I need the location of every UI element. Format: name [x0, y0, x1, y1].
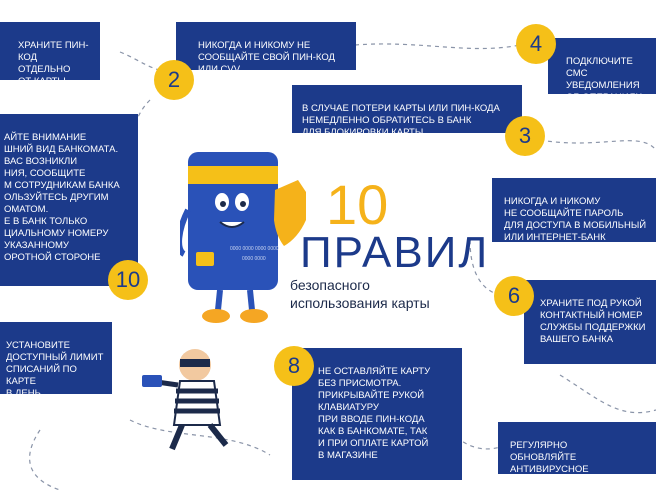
rule-4-box — [548, 38, 656, 115]
rule-1-text: ХРАНИТЕ ПИН- КОД ОТДЕЛЬНО ОТ КАРТЫ — [18, 40, 89, 87]
rule-7-text: РЕГУЛЯРНО ОБНОВЛЯЙТЕ АНТИВИРУСНОЕ ПРОГРАММНОЕ ОБЕСПЕЧЕНИЕ — [510, 440, 589, 499]
number-3-badge: 3 — [505, 116, 545, 156]
rule-3-box — [292, 85, 522, 138]
rule-8-text: НЕ ОСТАВЛЯЙТЕ КАРТУ БЕЗ ПРИСМОТРА. ПРИКРЫВАЙТЕ РУКОЙ КЛАВИАТУРУ ПРИ ВВОДЕ ПИН-КОДА КАК В БАНКОМАТЕ, ТАК И ПРИ ОПЛАТЕ КАРТОЙ В МАГАЗИНЕ — [318, 366, 431, 461]
number-6-badge: 6 — [494, 276, 534, 316]
number-4-badge: 4 — [516, 24, 556, 64]
title-number: 10 — [326, 173, 389, 236]
rule-6-text: ХРАНИТЕ ПОД РУКОЙ КОНТАКТНЫЙ НОМЕР СЛУЖБЫ ПОДДЕРЖКИ ВАШЕГО БАНКА — [540, 298, 646, 345]
rule-7-box — [498, 422, 656, 499]
rule-5-box — [492, 178, 656, 242]
rule-9-text: УСТАНОВИТЕ ДОСТУПНЫЙ ЛИМИТ СПИСАНИЙ ПО КАРТЕ В ДЕНЬ — [6, 340, 104, 399]
rule-10-text: АЙТЕ ВНИМАНИЕ ШНИЙ ВИД БАНКОМАТА. ВАС ВОЗНИКЛИ НИЯ, СООБЩИТЕ М СОТРУДНИКАМ БАНКА ОЛЬЗУЙТЕСЬ ДРУГИМ ОМАТОМ. Е В БАНК ТОЛЬКО ЦИАЛЬНОМУ НОМЕРУ УКАЗАННОМУ ОРОТНОЙ СТОРОНЕ — [4, 132, 120, 263]
number-2-badge: 2 — [154, 60, 194, 100]
rule-4-text: ПОДКЛЮЧИТЕ СМС УВЕДОМЛЕНИЯ ОБ ОПЕРАЦИЯХ ПО — [566, 56, 642, 115]
number-10-badge: 10 — [108, 260, 148, 300]
rule-6-box — [524, 280, 656, 364]
thief-illustration — [140, 345, 270, 455]
title-subtitle: безопасного использования карты — [290, 277, 430, 311]
rule-1-box — [0, 22, 100, 87]
rule-5-text: НИКОГДА И НИКОМУ НЕ СООБЩАЙТЕ ПАРОЛЬ ДЛЯ ДОСТУПА В МОБИЛЬНЫЙ ИЛИ ИНТЕРНЕТ-БАНК — [504, 196, 647, 243]
rule-10-box — [0, 114, 138, 286]
rule-8-box — [292, 348, 462, 480]
card-number-text: 0000 0000 0000 0000 — [230, 246, 279, 252]
rule-9-box — [0, 322, 112, 399]
card-number-line2: 0000 0000 — [242, 256, 266, 262]
number-8-badge: 8 — [274, 346, 314, 386]
rule-2-text: НИКОГДА И НИКОМУ НЕ СООБЩАЙТЕ СВОЙ ПИН-КОД ИЛИ CVV — [198, 40, 335, 75]
rule-2-box — [176, 22, 356, 75]
title-word: ПРАВИЛ — [300, 228, 490, 277]
rule-3-text: В СЛУЧАЕ ПОТЕРИ КАРТЫ ИЛИ ПИН-КОДА НЕМЕДЛЕННО ОБРАТИТЕСЬ В БАНК ДЛЯ БЛОКИРОВКИ КАРТЫ — [302, 103, 500, 138]
